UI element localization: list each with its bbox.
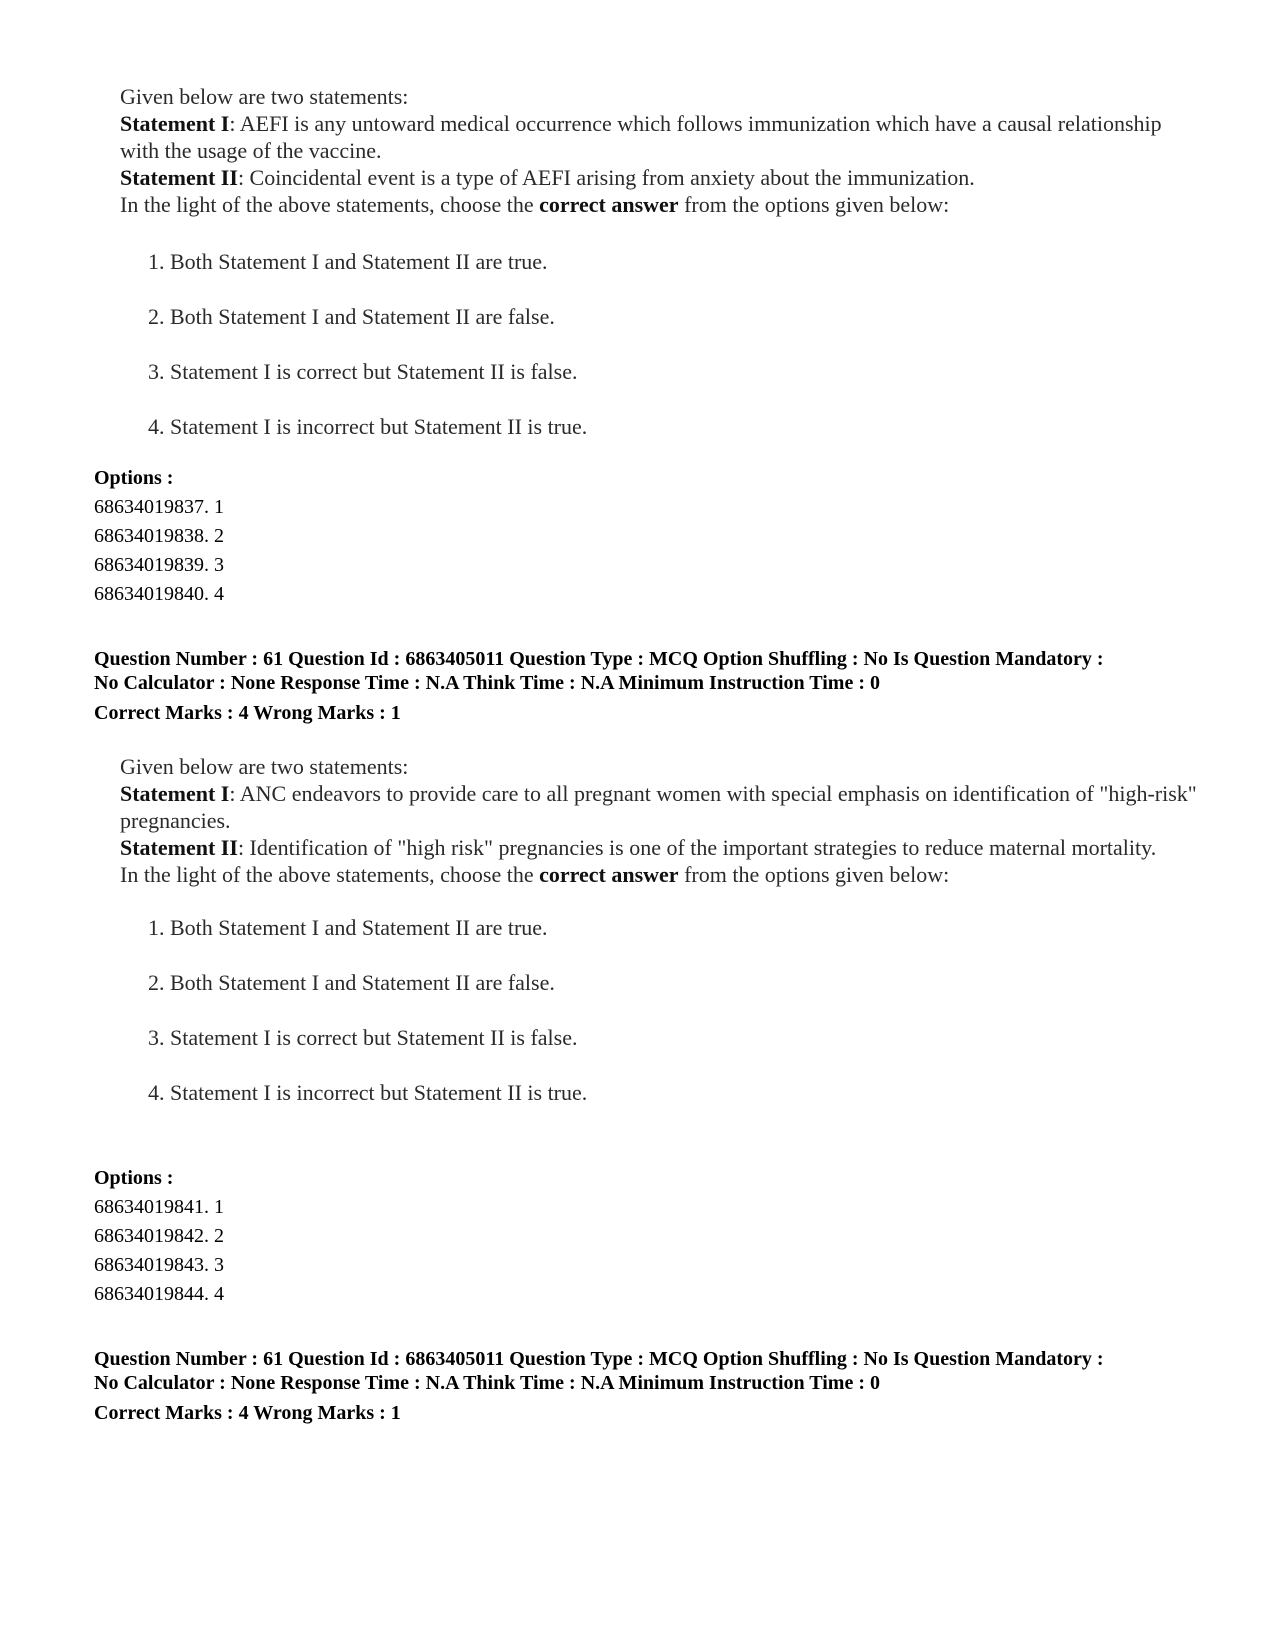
choice-item: 2. Both Statement I and Statement II are false. bbox=[148, 304, 555, 329]
option-item: 68634019842. 2 bbox=[94, 1225, 224, 1247]
instruction-post: from the options given below: bbox=[678, 192, 950, 217]
instruction bbox=[120, 861, 1200, 888]
choice-item: 4. Statement I is incorrect but Statement II is true. bbox=[148, 1080, 588, 1105]
option-item: 68634019837. 1 bbox=[94, 496, 224, 518]
choice-item: 1. Both Statement I and Statement II are true. bbox=[148, 915, 548, 940]
instruction-pre: In the light of the above statements, choose the bbox=[120, 862, 540, 887]
statement-2-label: Statement II bbox=[120, 165, 238, 190]
options-title: Options : bbox=[94, 467, 174, 489]
meta-line-1: Question Number : 61 Question Id : 6863405011 Question Type : MCQ Option Shuffling : No Is Question Mandatory : bbox=[94, 1348, 1104, 1370]
choice-list bbox=[120, 914, 1200, 1106]
question-intro: Given below are two statements: bbox=[120, 754, 409, 779]
statement-2-label: Statement II bbox=[120, 835, 238, 860]
option-item: 68634019838. 2 bbox=[94, 525, 224, 547]
marks-line: Correct Marks : 4 Wrong Marks : 1 bbox=[94, 702, 401, 724]
choice-item: 4. Statement I is incorrect but Statement II is true. bbox=[148, 414, 588, 439]
instruction-post: from the options given below: bbox=[678, 862, 950, 887]
statement-2-text: : Coincidental event is a type of AEFI arising from anxiety about the immunization. bbox=[237, 165, 975, 190]
choice-item: 3. Statement I is correct but Statement II is false. bbox=[148, 1025, 578, 1050]
instruction-bold: correct answer bbox=[539, 862, 679, 887]
statement-1 bbox=[120, 780, 1200, 834]
statement-2 bbox=[120, 164, 1200, 191]
option-item: 68634019840. 4 bbox=[94, 583, 224, 605]
question-body bbox=[120, 83, 1200, 440]
choice-item: 1. Both Statement I and Statement II are true. bbox=[148, 249, 548, 274]
instruction-pre: In the light of the above statements, choose the bbox=[120, 192, 540, 217]
option-item: 68634019839. 3 bbox=[94, 554, 224, 576]
instruction-bold: correct answer bbox=[539, 192, 679, 217]
statement-2-text: : Identification of "high risk" pregnancies is one of the important strategies to reduce maternal mortality. bbox=[237, 835, 1157, 860]
options-block bbox=[94, 464, 224, 609]
question-meta bbox=[94, 1347, 1244, 1425]
instruction bbox=[120, 191, 1200, 218]
option-item: 68634019841. 1 bbox=[94, 1196, 224, 1218]
option-item: 68634019844. 4 bbox=[94, 1283, 224, 1305]
options-block bbox=[94, 1164, 224, 1309]
statement-1-label: Statement I bbox=[120, 111, 230, 136]
statement-1-text: : ANC endeavors to provide care to all pregnant women with special emphasis on identification of "high-risk" pregnancies. bbox=[120, 781, 1197, 833]
choice-item: 2. Both Statement I and Statement II are false. bbox=[148, 970, 555, 995]
meta-line-2: No Calculator : None Response Time : N.A Think Time : N.A Minimum Instruction Time : 0 bbox=[94, 672, 880, 694]
option-item: 68634019843. 3 bbox=[94, 1254, 224, 1276]
statement-1-label: Statement I bbox=[120, 781, 230, 806]
options-title: Options : bbox=[94, 1167, 174, 1189]
question-body bbox=[120, 753, 1200, 1106]
marks-line: Correct Marks : 4 Wrong Marks : 1 bbox=[94, 1402, 401, 1424]
statement-1 bbox=[120, 110, 1200, 164]
meta-line-2: No Calculator : None Response Time : N.A Think Time : N.A Minimum Instruction Time : 0 bbox=[94, 1372, 880, 1394]
question-meta bbox=[94, 647, 1244, 725]
statement-1-text: : AEFI is any untoward medical occurrence which follows immunization which have a causal relationship with the usage of the vaccine. bbox=[120, 111, 1162, 163]
choice-list bbox=[120, 248, 1200, 440]
question-intro: Given below are two statements: bbox=[120, 84, 409, 109]
meta-line-1: Question Number : 61 Question Id : 6863405011 Question Type : MCQ Option Shuffling : No Is Question Mandatory : bbox=[94, 648, 1104, 670]
choice-item: 3. Statement I is correct but Statement II is false. bbox=[148, 359, 578, 384]
statement-2 bbox=[120, 834, 1200, 861]
